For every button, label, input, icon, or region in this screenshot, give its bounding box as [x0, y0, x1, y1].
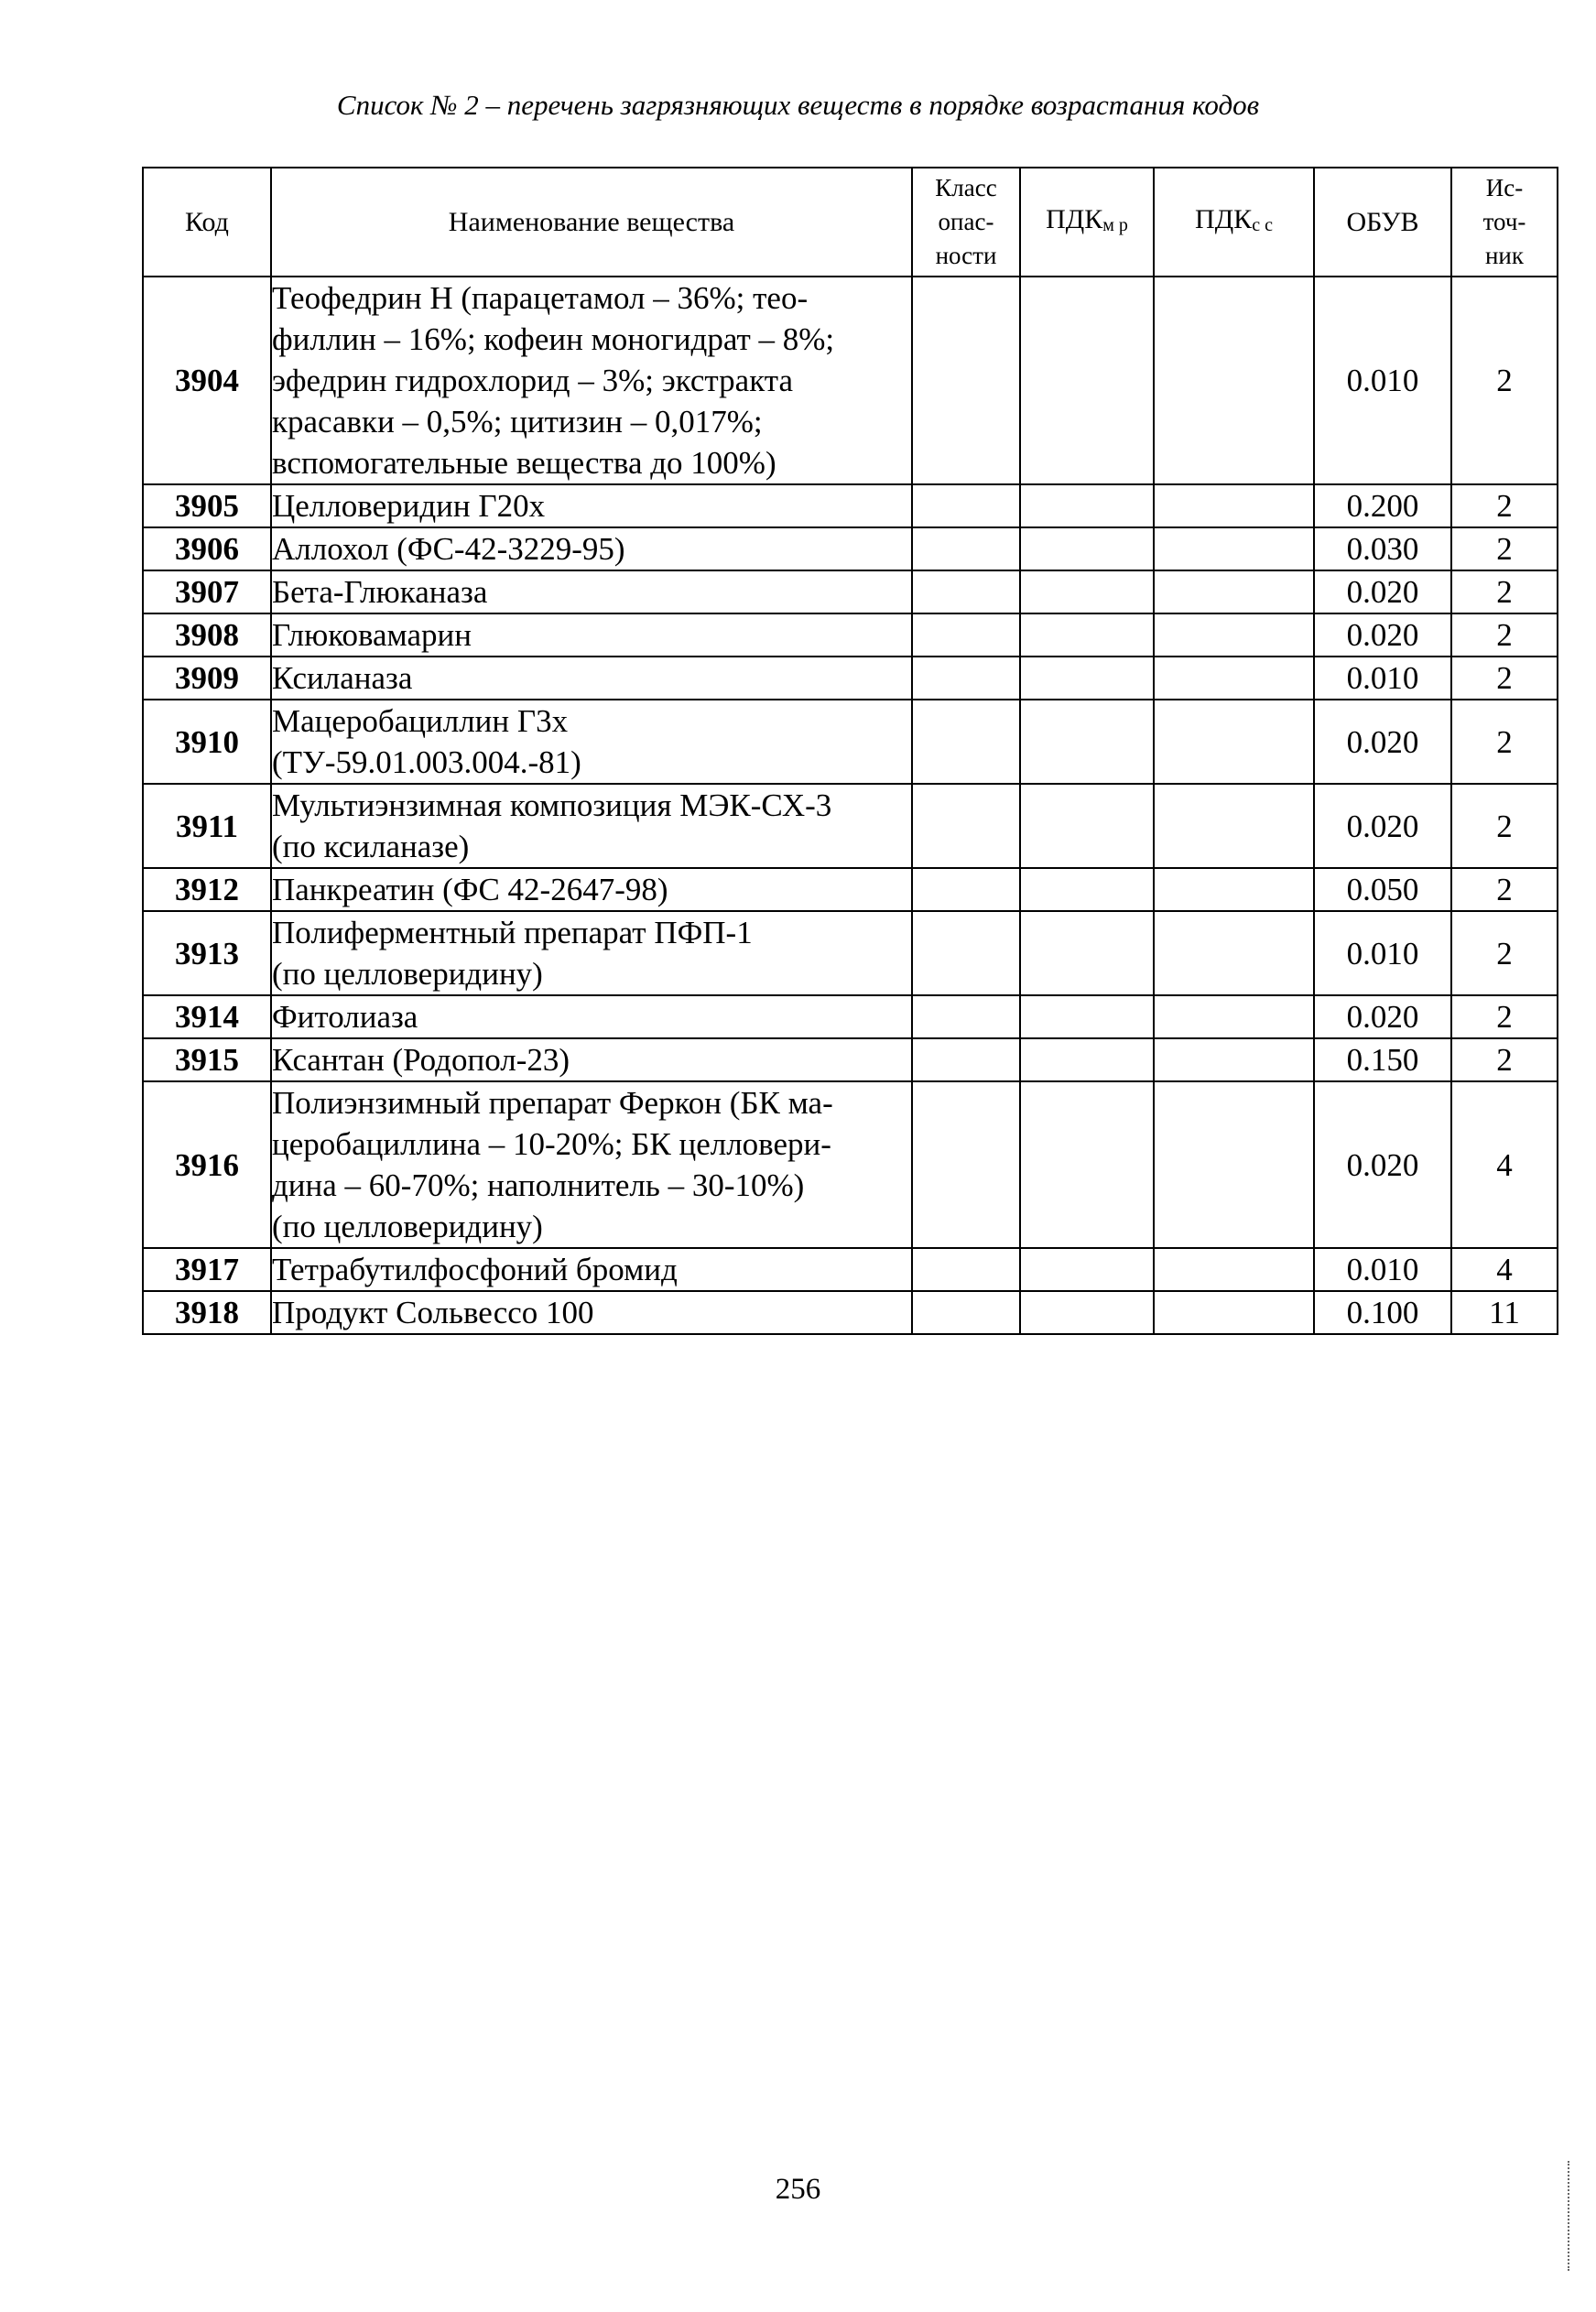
obuv-value: 0.020 [1314, 1081, 1451, 1248]
substance-name-line: (по целловеридину) [272, 1209, 543, 1244]
table-row [143, 911, 1558, 995]
substance-name [271, 1248, 912, 1291]
substance-code: 3905 [143, 484, 271, 527]
substance-name [271, 570, 912, 613]
substance-name-line: Глюковамарин [272, 617, 472, 653]
substance-name-line: дина – 60-70%; наполнитель – 30-10%) [272, 1167, 805, 1203]
substance-code: 3916 [143, 1081, 271, 1248]
substance-name-line: Бета-Глюканаза [272, 574, 488, 610]
substance-name-line: Фитолиаза [272, 999, 418, 1035]
substance-name-line: (по ксиланазе) [272, 829, 470, 864]
hazard-class-cell [912, 1038, 1020, 1081]
substance-name [271, 613, 912, 657]
pdk-ss-cell [1154, 1081, 1314, 1248]
substance-code: 3910 [143, 700, 271, 784]
substance-name [271, 277, 912, 484]
source-value: 2 [1451, 657, 1558, 700]
hazard-class-cell [912, 484, 1020, 527]
pdk-ss-cell [1154, 1038, 1314, 1081]
hazard-class-cell [912, 613, 1020, 657]
substance-name [271, 700, 912, 784]
hazard-class-cell [912, 527, 1020, 570]
obuv-value: 0.200 [1314, 484, 1451, 527]
substance-code: 3917 [143, 1248, 271, 1291]
pdk-mr-cell [1020, 784, 1154, 868]
source-value: 2 [1451, 484, 1558, 527]
pdk-mr-cell [1020, 995, 1154, 1038]
substance-code: 3904 [143, 277, 271, 484]
hazard-class-cell [912, 1291, 1020, 1334]
substance-name-line: красавки – 0,5%; цитизин – 0,017%; [272, 404, 763, 440]
col-header-name: Наименование вещества [271, 168, 912, 277]
pdk-ss-cell [1154, 570, 1314, 613]
source-line: точ- [1482, 208, 1526, 235]
obuv-value: 0.010 [1314, 1248, 1451, 1291]
hazard-class-cell [912, 657, 1020, 700]
pdk-ss-cell [1154, 911, 1314, 995]
substance-code: 3912 [143, 868, 271, 911]
scan-edge-mark [1568, 2161, 1572, 2271]
hazard-line: ности [935, 242, 997, 269]
substance-name [271, 657, 912, 700]
substance-code: 3909 [143, 657, 271, 700]
substance-name-line: Мацеробациллин Г3х [272, 703, 569, 739]
pdk-ss-cell [1154, 657, 1314, 700]
substance-name-line: Тетрабутилфосфоний бромид [272, 1252, 678, 1287]
obuv-value: 0.050 [1314, 868, 1451, 911]
source-value: 2 [1451, 1038, 1558, 1081]
source-value: 2 [1451, 700, 1558, 784]
source-value: 2 [1451, 277, 1558, 484]
source-value: 2 [1451, 613, 1558, 657]
substance-name [271, 484, 912, 527]
source-value: 2 [1451, 784, 1558, 868]
substance-name [271, 868, 912, 911]
pdk-mr-cell [1020, 868, 1154, 911]
pdk-ss-cell [1154, 995, 1314, 1038]
obuv-value: 0.020 [1314, 700, 1451, 784]
table-row [143, 613, 1558, 657]
hazard-class-cell [912, 277, 1020, 484]
table-row [143, 700, 1558, 784]
col-header-hazard-class [912, 168, 1020, 277]
substance-name-line: Теофедрин Н (парацетамол – 36%; тео- [272, 280, 809, 316]
hazard-class-cell [912, 700, 1020, 784]
source-value: 11 [1451, 1291, 1558, 1334]
table-row [143, 868, 1558, 911]
pdk-ss-cell [1154, 277, 1314, 484]
table-row [143, 527, 1558, 570]
pdk-mr-cell [1020, 911, 1154, 995]
substance-name-line: Полиэнзимный препарат Феркон (БК ма- [272, 1085, 833, 1121]
pdk-ss-label: ПДК [1195, 203, 1253, 234]
page-title: Список № 2 – перечень загрязняющих веществ в порядке возрастания кодов [336, 89, 1260, 121]
pdk-ss-cell [1154, 527, 1314, 570]
hazard-class-cell [912, 868, 1020, 911]
substances-table [142, 167, 1558, 1335]
pdk-mr-cell [1020, 613, 1154, 657]
obuv-value: 0.030 [1314, 527, 1451, 570]
substance-name-line: Панкреатин (ФС 42-2647-98) [272, 872, 668, 907]
page-number: 256 [775, 2173, 821, 2206]
pdk-mr-cell [1020, 657, 1154, 700]
col-header-code: Код [143, 168, 271, 277]
obuv-value: 0.020 [1314, 995, 1451, 1038]
obuv-value: 0.010 [1314, 277, 1451, 484]
substance-code: 3908 [143, 613, 271, 657]
obuv-value: 0.100 [1314, 1291, 1451, 1334]
pdk-mr-cell [1020, 570, 1154, 613]
source-value: 2 [1451, 570, 1558, 613]
col-header-source [1451, 168, 1558, 277]
obuv-value: 0.020 [1314, 784, 1451, 868]
substance-name-line: Аллохол (ФС-42-3229-95) [272, 531, 625, 567]
source-value: 2 [1451, 527, 1558, 570]
table-row [143, 1038, 1558, 1081]
pdk-mr-cell [1020, 527, 1154, 570]
substance-code: 3911 [143, 784, 271, 868]
substance-name [271, 1291, 912, 1334]
table-body [143, 277, 1558, 1334]
substance-code: 3913 [143, 911, 271, 995]
pdk-ss-cell [1154, 1248, 1314, 1291]
pdk-ss-cell [1154, 1291, 1314, 1334]
table-row [143, 484, 1558, 527]
pdk-ss-cell [1154, 784, 1314, 868]
substance-name-line: Мультиэнзимная композиция МЭК-СХ-3 [272, 787, 832, 823]
table-row [143, 1248, 1558, 1291]
substance-code: 3915 [143, 1038, 271, 1081]
col-header-pdk-ss [1154, 168, 1314, 277]
substance-name [271, 1081, 912, 1248]
obuv-value: 0.150 [1314, 1038, 1451, 1081]
hazard-line: Класс [935, 174, 997, 201]
source-value: 4 [1451, 1248, 1558, 1291]
substance-name-line: Ксантан (Родопол-23) [272, 1042, 570, 1078]
obuv-value: 0.010 [1314, 657, 1451, 700]
source-line: ник [1484, 242, 1525, 269]
pdk-mr-cell [1020, 277, 1154, 484]
substance-name [271, 784, 912, 868]
table-row [143, 657, 1558, 700]
substance-name [271, 527, 912, 570]
hazard-class-cell [912, 570, 1020, 613]
pdk-mr-cell [1020, 700, 1154, 784]
table-row [143, 784, 1558, 868]
pdk-mr-cell [1020, 484, 1154, 527]
hazard-class-cell [912, 1248, 1020, 1291]
pdk-mr-cell [1020, 1291, 1154, 1334]
source-value: 2 [1451, 911, 1558, 995]
table-row [143, 1081, 1558, 1248]
hazard-class-cell [912, 995, 1020, 1038]
substance-name-line: (по целловеридину) [272, 956, 543, 992]
table-row [143, 277, 1558, 484]
substance-name-line: Целловеридин Г20х [272, 488, 546, 524]
substance-name-line: филлин – 16%; кофеин моногидрат – 8%; [272, 321, 835, 357]
table-row [143, 570, 1558, 613]
header-row [143, 168, 1558, 277]
pdk-ss-cell [1154, 700, 1314, 784]
pdk-ss-cell [1154, 868, 1314, 911]
table-row [143, 1291, 1558, 1334]
hazard-class-cell [912, 911, 1020, 995]
col-header-pdk-mr [1020, 168, 1154, 277]
substance-name-line: эфедрин гидрохлорид – 3%; экстракта [272, 363, 793, 398]
substance-name [271, 911, 912, 995]
hazard-class-cell [912, 784, 1020, 868]
substance-code: 3907 [143, 570, 271, 613]
source-value: 2 [1451, 995, 1558, 1038]
substance-name-line: Полиферментный препарат ПФП-1 [272, 915, 753, 950]
pdk-mr-subscript: м р [1102, 214, 1128, 235]
substance-name-line: (ТУ-59.01.003.004.-81) [272, 744, 581, 780]
hazard-class-cell [912, 1081, 1020, 1248]
substance-name-line: Ксиланаза [272, 660, 413, 696]
pdk-ss-subscript: с с [1252, 214, 1273, 235]
substance-name-line: Продукт Сольвессо 100 [272, 1295, 594, 1330]
substance-code: 3918 [143, 1291, 271, 1334]
pdk-ss-cell [1154, 613, 1314, 657]
pdk-mr-label: ПДК [1046, 203, 1103, 234]
col-header-obuv: ОБУВ [1314, 168, 1451, 277]
table-row [143, 995, 1558, 1038]
source-value: 2 [1451, 868, 1558, 911]
pdk-ss-cell [1154, 484, 1314, 527]
pdk-mr-cell [1020, 1081, 1154, 1248]
pdk-mr-cell [1020, 1038, 1154, 1081]
hazard-line: опас- [938, 208, 994, 235]
substance-name-line: вспомогательные вещества до 100%) [272, 445, 776, 481]
substance-name [271, 1038, 912, 1081]
pdk-mr-cell [1020, 1248, 1154, 1291]
source-line: Ис- [1485, 174, 1524, 201]
substance-name [271, 995, 912, 1038]
substance-name-line: церобациллина – 10-20%; БК целловери- [272, 1126, 831, 1162]
source-value: 4 [1451, 1081, 1558, 1248]
obuv-value: 0.010 [1314, 911, 1451, 995]
substance-code: 3906 [143, 527, 271, 570]
substance-code: 3914 [143, 995, 271, 1038]
obuv-value: 0.020 [1314, 613, 1451, 657]
obuv-value: 0.020 [1314, 570, 1451, 613]
